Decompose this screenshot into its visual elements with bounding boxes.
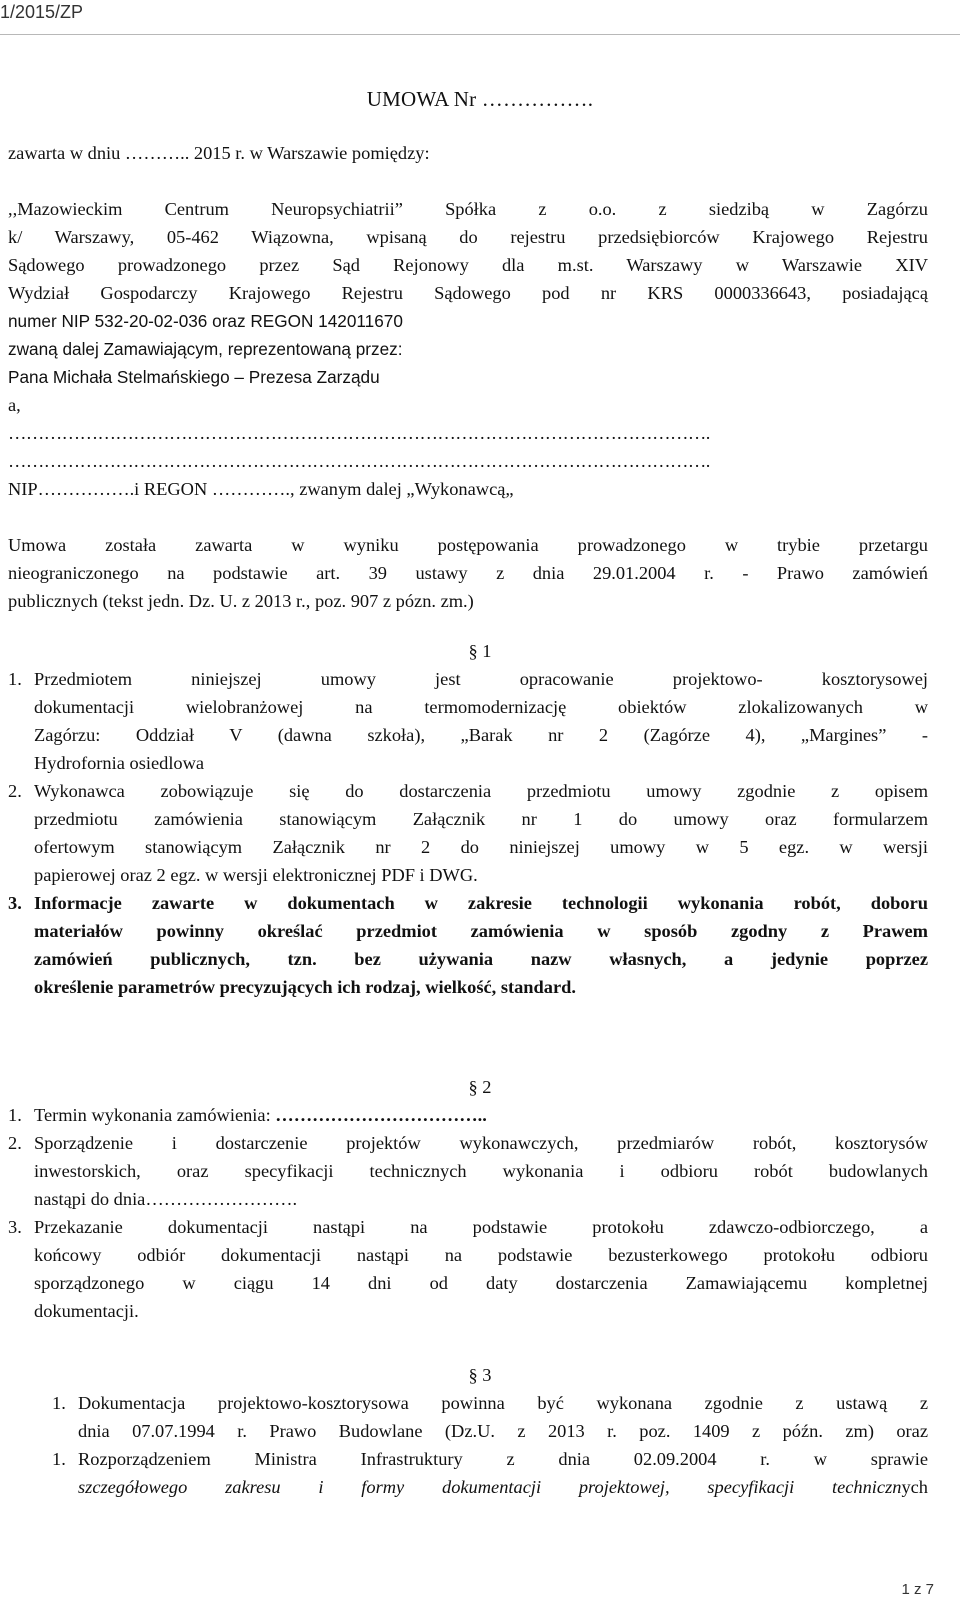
party-line: k/ Warszawy, 05-462 Wiązowna, wpisaną do rejestru przedsiębiorców Krajowego Rejestru [8,227,928,247]
party-line: Sądowego prowadzonego przez Sąd Rejonowy dla m.st. Warszawy w Warszawie XIV [8,255,928,275]
date-line: zawarta w dniu ……….. 2015 r. w Warszawie pomiędzy: [8,143,430,163]
party-line: numer NIP 532-20-02-036 oraz REGON 142011670 [8,311,403,331]
basis-line: publicznych (tekst jedn. Dz. U. z 2013 r., poz. 907 z pózn. zm.) [8,591,474,611]
page-number: 1 z 7 [901,1581,934,1598]
document-body [8,139,928,1501]
list-item: 1. Przedmiotem niniejszej umowy jest opracowanie projektowo- kosztorysowej dokumentacji wielobranżowej na termomodernizację obiektów zlokalizowanych w Zagórzu: Oddział V (dawna szkoła), „Barak nr 2 (Zagórze 4), „Margines” - Hydrofornia osiedlowa [8,669,928,773]
party-line: zwaną dalej Zamawiającym, reprezentowaną przez: [8,339,403,359]
basis-line: Umowa została zawarta w wyniku postępowania prowadzonego w trybie przetargu [8,535,928,555]
document-number: 1/2015/ZP [0,2,84,22]
dotted-line: ………………………………………………………………………………………………………. [8,451,710,471]
section-heading-3: § 3 [468,1365,492,1385]
list-item: 1. Termin wykonania zamówienia: …………………………….. [8,1105,487,1125]
list-item: 1. Dokumentacja projektowo-kosztorysowa powinna być wykonana zgodnie z ustawą z dnia 07.07.1994 r. Prawo Budowlane (Dz.U. z 2013 r. poz. 1409 z późn. zm) oraz [52,1393,928,1441]
list-item: 2. Sporządzenie i dostarczenie projektów wykonawczych, przedmiarów robót, kosztorysów inwestorskich, oraz specyfikacji technicznych wykonania i odbioru robót budowlanych nastąpi do dnia……………………. [8,1133,928,1209]
section-heading-2: § 2 [468,1077,492,1097]
dotted-line: ………………………………………………………………………………………………………. [8,423,710,443]
list-item: 2. Wykonawca zobowiązuje się do dostarczenia przedmiotu umowy zgodnie z opisem przedmiotu zamówienia stanowiącym Załącznik nr 1 do umowy oraz formularzem ofertowym stanowiącym Załącznik nr 2 do niniejszej umowy w 5 egz. w wersji papierowej oraz 2 egz. w wersji elektronicznej PDF i DWG. [8,781,928,885]
basis-line: nieograniczonego na podstawie art. 39 ustawy z dnia 29.01.2004 r. - Prawo zamówień [8,563,928,583]
party-line: ,,Mazowieckim Centrum Neuropsychiatrii” Spółka z o.o. z siedzibą w Zagórzu [8,199,928,219]
party-line: Wydział Gospodarczy Krajowego Rejestru Sądowego pod nr KRS 0000336643, posiadającą [8,283,928,303]
header-divider [0,34,960,35]
party-line: a, [8,395,21,415]
party-line: Pana Michała Stelmańskiego – Prezesa Zarządu [8,367,380,387]
list-item: 1. Rozporządzeniem Ministra Infrastruktury z dnia 02.09.2004 r. w sprawie szczegółowego zakresu i formy dokumentacji projektowej, specyfikacji technicznych [52,1449,928,1497]
list-item: 3. Informacje zawarte w dokumentach w zakresie technologii wykonania robót, doboru materiałów powinny określać przedmiot zamówienia w sposób zgodny z Prawem zamówień publicznych, tzn. bez używania nazw własnych, a jedynie poprzez określenie parametrów precyzujących ich rodzaj, wielkość, standard. [8,893,928,997]
section-heading-1: § 1 [468,641,492,661]
contract-title: UMOWA Nr ……………. [366,87,594,111]
nip-line: NIP…………….i REGON …………., zwanym dalej „Wykonawcą„ [8,479,514,499]
list-item: 3. Przekazanie dokumentacji nastąpi na podstawie protokołu zdawczo-odbiorczego, a końcowy odbiór dokumentacji nastąpi na podstawie bezusterkowego protokołu odbioru sporządzonego w ciągu 14 dni od daty dostarczenia Zamawiającemu kompletnej dokumentacji. [8,1217,928,1321]
